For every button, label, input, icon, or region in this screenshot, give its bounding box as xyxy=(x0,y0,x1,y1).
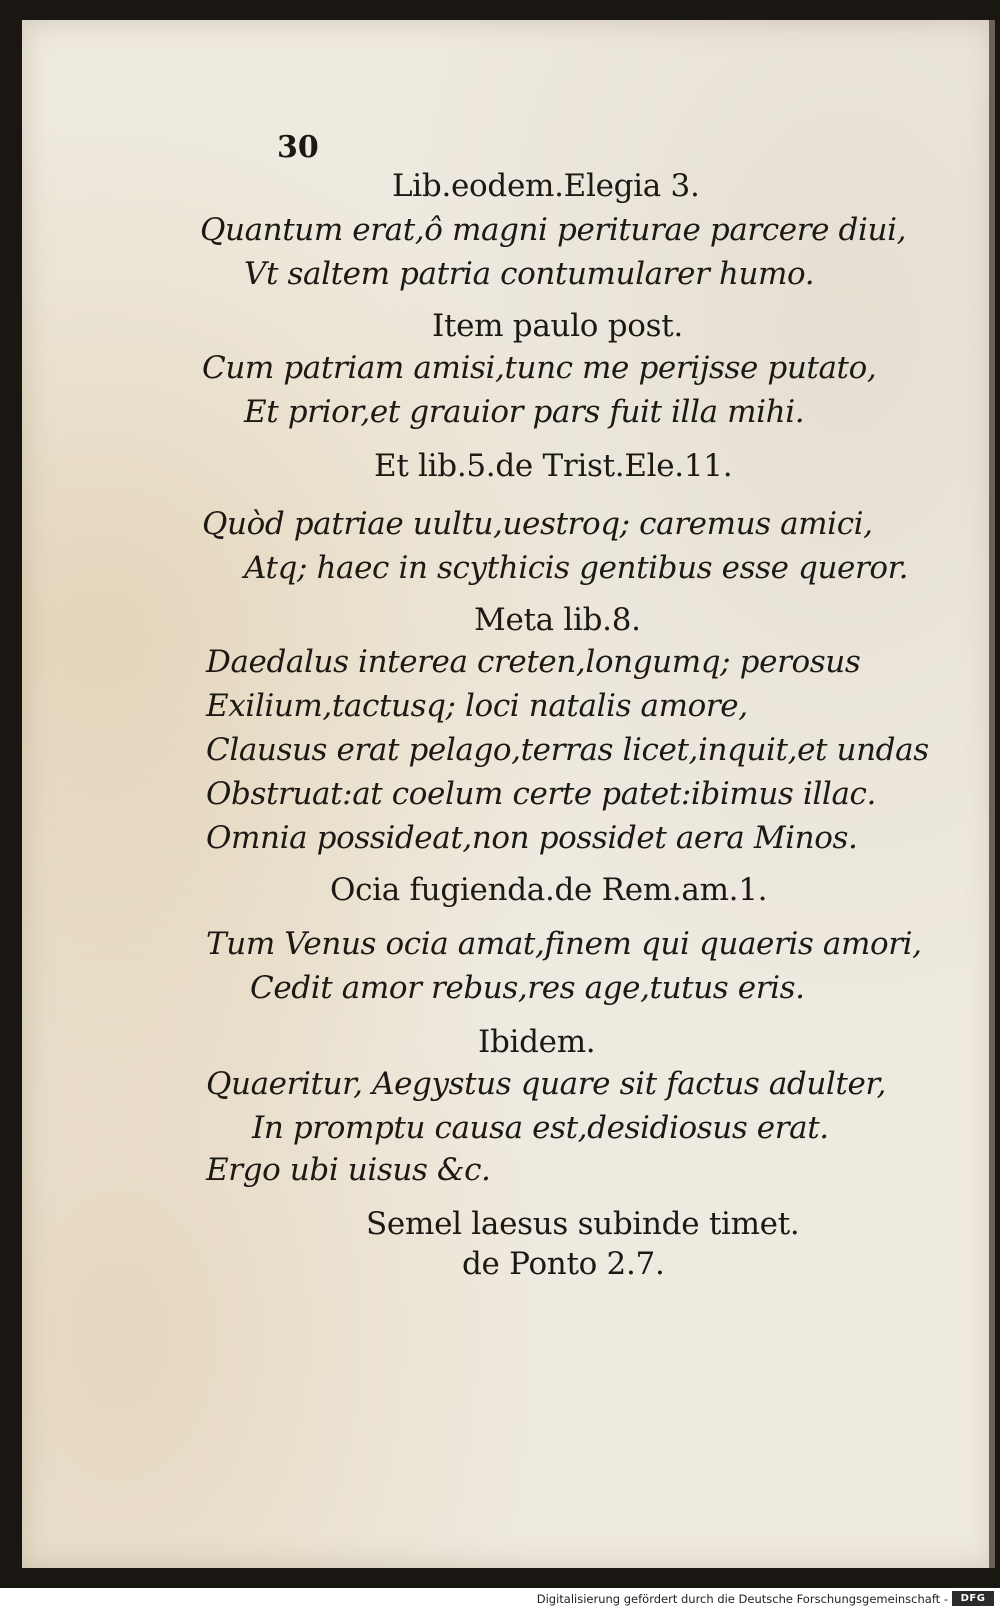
verse-line: Obstruat:at coelum certe patet:ibimus illac. xyxy=(206,776,876,812)
verse-line: Quantum erat,ô magni periturae parcere diui, xyxy=(200,212,907,248)
dfg-logo: DFG xyxy=(952,1591,994,1606)
verse-line: Cedit amor rebus,res age,tutus eris. xyxy=(250,970,805,1006)
verse-line: Daedalus interea creten,longumq; perosus xyxy=(206,644,861,680)
heading-line: Item paulo post. xyxy=(432,308,683,344)
heading-line: Meta lib.8. xyxy=(474,602,641,638)
verse-line: Cum patriam amisi,tunc me perijsse putato, xyxy=(202,350,877,386)
verse-line: Quòd patriae uultu,uestroq; caremus amici, xyxy=(202,506,873,542)
heading-line: Ocia fugienda.de Rem.am.1. xyxy=(330,872,768,908)
verse-line: Exilium,tactusq; loci natalis amore, xyxy=(206,688,748,724)
verse-line: Omnia possideat,non possidet aera Minos. xyxy=(206,820,858,856)
page-number: 30 xyxy=(277,130,319,165)
heading-line: Lib.eodem.Elegia 3. xyxy=(392,168,700,204)
heading-line: Et lib.5.de Trist.Ele.11. xyxy=(374,448,733,484)
digitization-footer xyxy=(0,1588,1000,1610)
heading-line: de Ponto 2.7. xyxy=(462,1246,665,1282)
verse-line: Tum Venus ocia amat,finem qui quaeris amori, xyxy=(206,926,922,962)
verse-line: Atq; haec in scythicis gentibus esse queror. xyxy=(244,550,909,586)
verse-line: Quaeritur, Aegystus quare sit factus adulter, xyxy=(206,1066,886,1102)
verse-line: Et prior,et grauior pars fuit illa mihi. xyxy=(244,394,805,430)
verse-line: Ergo ubi uisus &c. xyxy=(206,1152,491,1188)
page-gutter xyxy=(989,20,995,1568)
funding-credit: Digitalisierung gefördert durch die Deutsche Forschungsgemeinschaft - xyxy=(536,1592,948,1606)
heading-line: Semel laesus subinde timet. xyxy=(366,1206,800,1242)
book-page xyxy=(22,20,995,1568)
verse-line: Clausus erat pelago,terras licet,inquit,et undas xyxy=(206,732,929,768)
verse-line: Vt saltem patria contumularer humo. xyxy=(244,256,815,292)
heading-line: Ibidem. xyxy=(478,1024,596,1060)
verse-line: In promptu causa est,desidiosus erat. xyxy=(252,1110,829,1146)
